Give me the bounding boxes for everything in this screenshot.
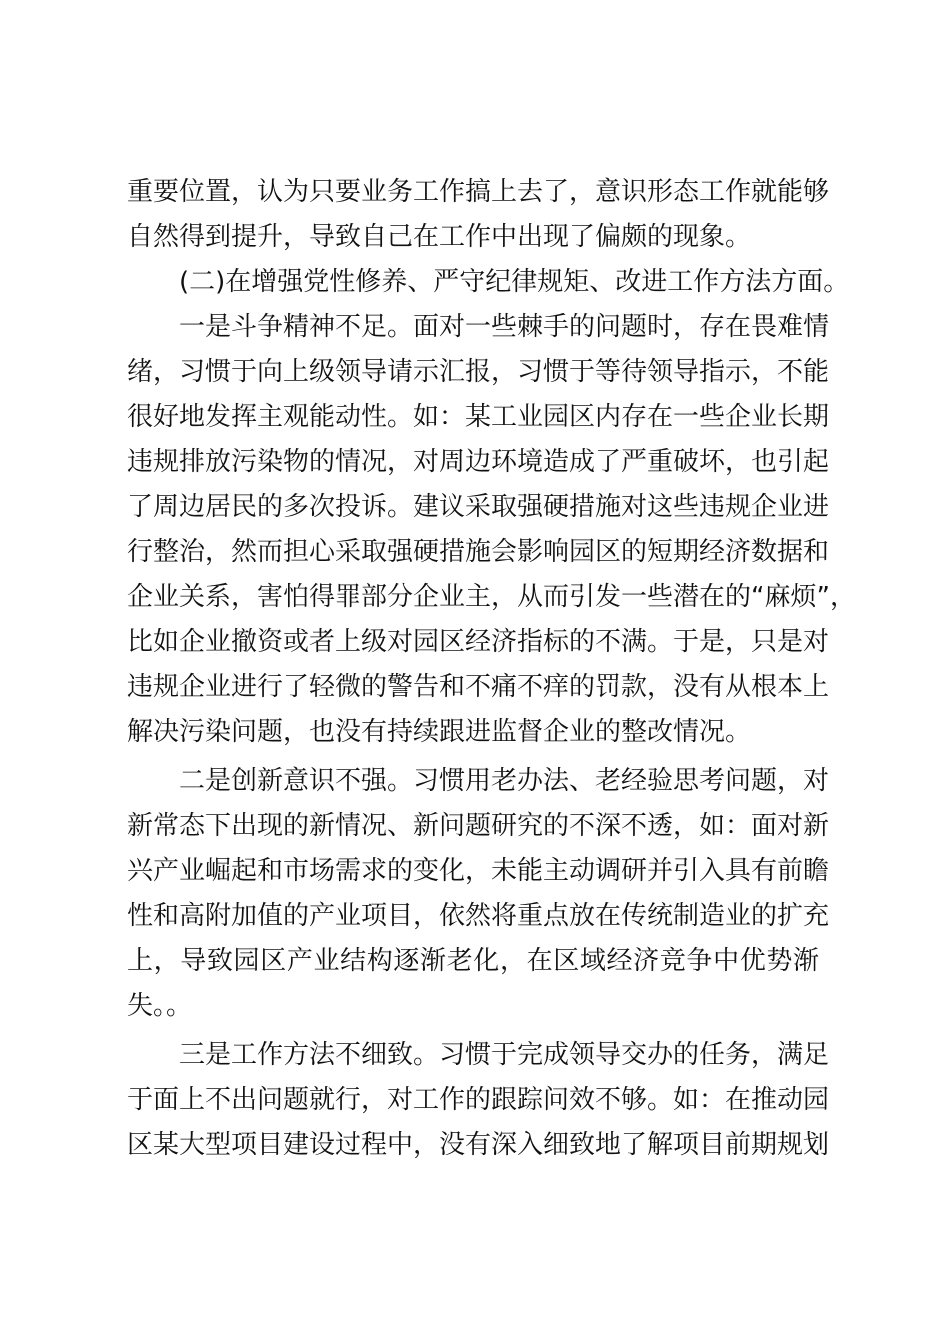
text-line: 上，导致园区产业结构逐渐老化，在区域经济竞争中优势渐 [127,946,819,976]
paragraph-work-method [127,1033,830,1168]
text-line: 比如企业撤资或者上级对园区经济指标的不满。于是，只是对 [127,627,830,657]
text-line: 性和高附加值的产业项目，依然将重点放在传统制造业的扩充 [127,901,830,931]
text-line: 二是创新意识不强。习惯用老办法、老经验思考问题，对 [179,766,830,796]
text-line: 解决污染问题，也没有持续跟进监督企业的整改情况。 [127,717,752,747]
text-line: 违规企业进行了轻微的警告和不痛不痒的罚款，没有从根本上 [127,672,830,702]
paragraph-struggle-spirit [127,305,856,755]
text-line: 失。。 [127,991,193,1021]
body-text [127,170,856,1168]
text-line: 很好地发挥主观能动性。如：某工业园区内存在一些企业长期 [127,402,830,432]
paragraph-innovation [127,759,830,1029]
text-line: 自然得到提升，导致自己在工作中出现了偏颇的现象。 [127,222,752,252]
text-line: 新常态下出现的新情况、新问题研究的不深不透，如：面对新 [127,811,830,841]
text-line: (二)在增强党性修养、严守纪律规矩、改进工作方法方面。 [179,267,850,297]
text-line: 了周边居民的多次投诉。建议采取强硬措施对这些违规企业进 [127,492,830,522]
text-line: 行整治，然而担心采取强硬措施会影响园区的短期经济数据和 [127,537,830,567]
text-line: 三是工作方法不细致。习惯于完成领导交办的任务，满足 [179,1040,830,1070]
text-line: 一是斗争精神不足。面对一些棘手的问题时，存在畏难情 [179,312,830,342]
text-line: 违规排放污染物的情况，对周边环境造成了严重破坏，也引起 [127,447,830,477]
section-heading [127,260,850,305]
text-line: 企业关系，害怕得罪部分企业主，从而引发一些潜在的“麻烦”， [127,582,856,612]
paragraph-continuation [127,170,830,260]
text-line: 兴产业崛起和市场需求的变化，未能主动调研并引入具有前瞻 [127,856,830,886]
text-line: 区某大型项目建设过程中，没有深入细致地了解项目前期规划 [127,1130,830,1160]
text-line: 绪，习惯于向上级领导请示汇报，习惯于等待领导指示，不能 [127,357,830,387]
text-line: 于面上不出问题就行，对工作的跟踪问效不够。如：在推动园 [127,1085,830,1115]
text-line: 重要位置，认为只要业务工作搞上去了，意识形态工作就能够 [127,177,830,207]
